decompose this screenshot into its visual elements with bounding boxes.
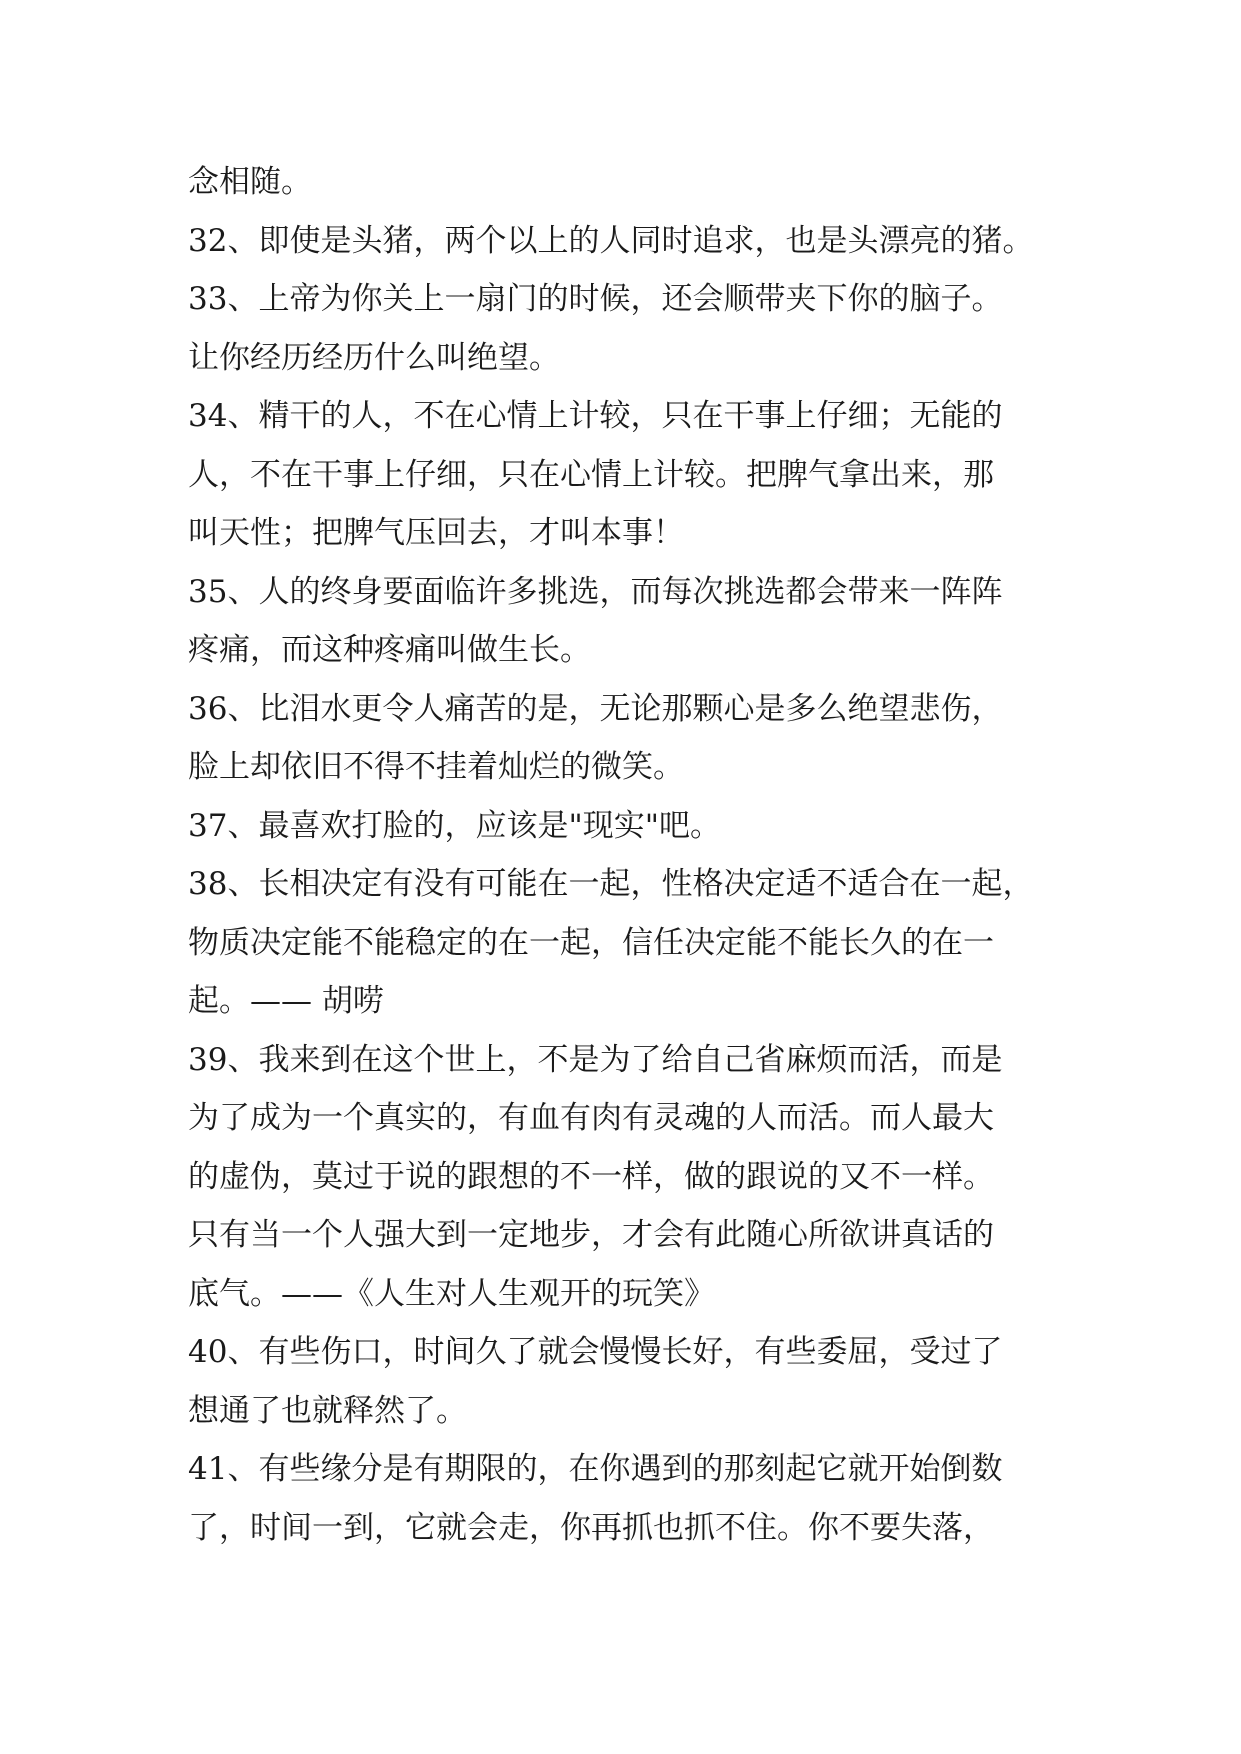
text-line: 33、上帝为你关上一扇门的时候，还会顺带夹下你的脑子。 (188, 281, 1003, 317)
text-line: 37、最喜欢打脸的，应该是"现实"吧。 (188, 807, 721, 844)
text-line: 41、有些缘分是有期限的，在你遇到的那刻起它就开始倒数 (188, 1451, 1003, 1487)
quote-text-block (188, 153, 1088, 1557)
text-line: 人，不在干事上仔细，只在心情上计较。把脾气拿出来，那 (188, 456, 994, 493)
text-line: 叫天性；把脾气压回去，才叫本事！ (188, 515, 684, 551)
text-line: 34、精干的人，不在心情上计较，只在干事上仔细；无能的 (188, 398, 1003, 434)
text-line: 39、我来到在这个世上，不是为了给自己省麻烦而活，而是 (188, 1041, 1003, 1078)
text-line: 脸上却依旧不得不挂着灿烂的微笑。 (188, 749, 684, 785)
text-line: 起。—— 胡唠 (188, 983, 384, 1019)
text-line: 为了成为一个真实的，有血有肉有灵魂的人而活。而人最大 (188, 1100, 994, 1136)
text-line: 36、比泪水更令人痛苦的是，无论那颗心是多么绝望悲伤， (188, 690, 1003, 727)
text-line: 让你经历经历什么叫绝望。 (188, 339, 560, 376)
text-line: 32、即使是头猪，两个以上的人同时追求，也是头漂亮的猪。 (188, 222, 1034, 259)
text-line: 35、人的终身要面临许多挑选，而每次挑选都会带来一阵阵 (188, 573, 1003, 610)
text-line: 底气。——《人生对人生观开的玩笑》 (188, 1275, 715, 1312)
text-line: 40、有些伤口，时间久了就会慢慢长好，有些委屈，受过了 (188, 1334, 1003, 1370)
text-line: 只有当一个人强大到一定地步，才会有此随心所欲讲真话的 (188, 1217, 994, 1253)
text-line: 想通了也就释然了。 (188, 1392, 467, 1429)
text-line: 疼痛，而这种疼痛叫做生长。 (188, 632, 591, 668)
text-line: 物质决定能不能稳定的在一起，信任决定能不能长久的在一 (188, 924, 994, 961)
text-line: 念相随。 (188, 164, 312, 200)
text-line: 了，时间一到，它就会走，你再抓也抓不住。你不要失落， (188, 1509, 994, 1546)
text-line: 的虚伪，莫过于说的跟想的不一样，做的跟说的又不一样。 (188, 1158, 994, 1195)
text-line: 38、长相决定有没有可能在一起，性格决定适不适合在一起， (188, 866, 1034, 902)
